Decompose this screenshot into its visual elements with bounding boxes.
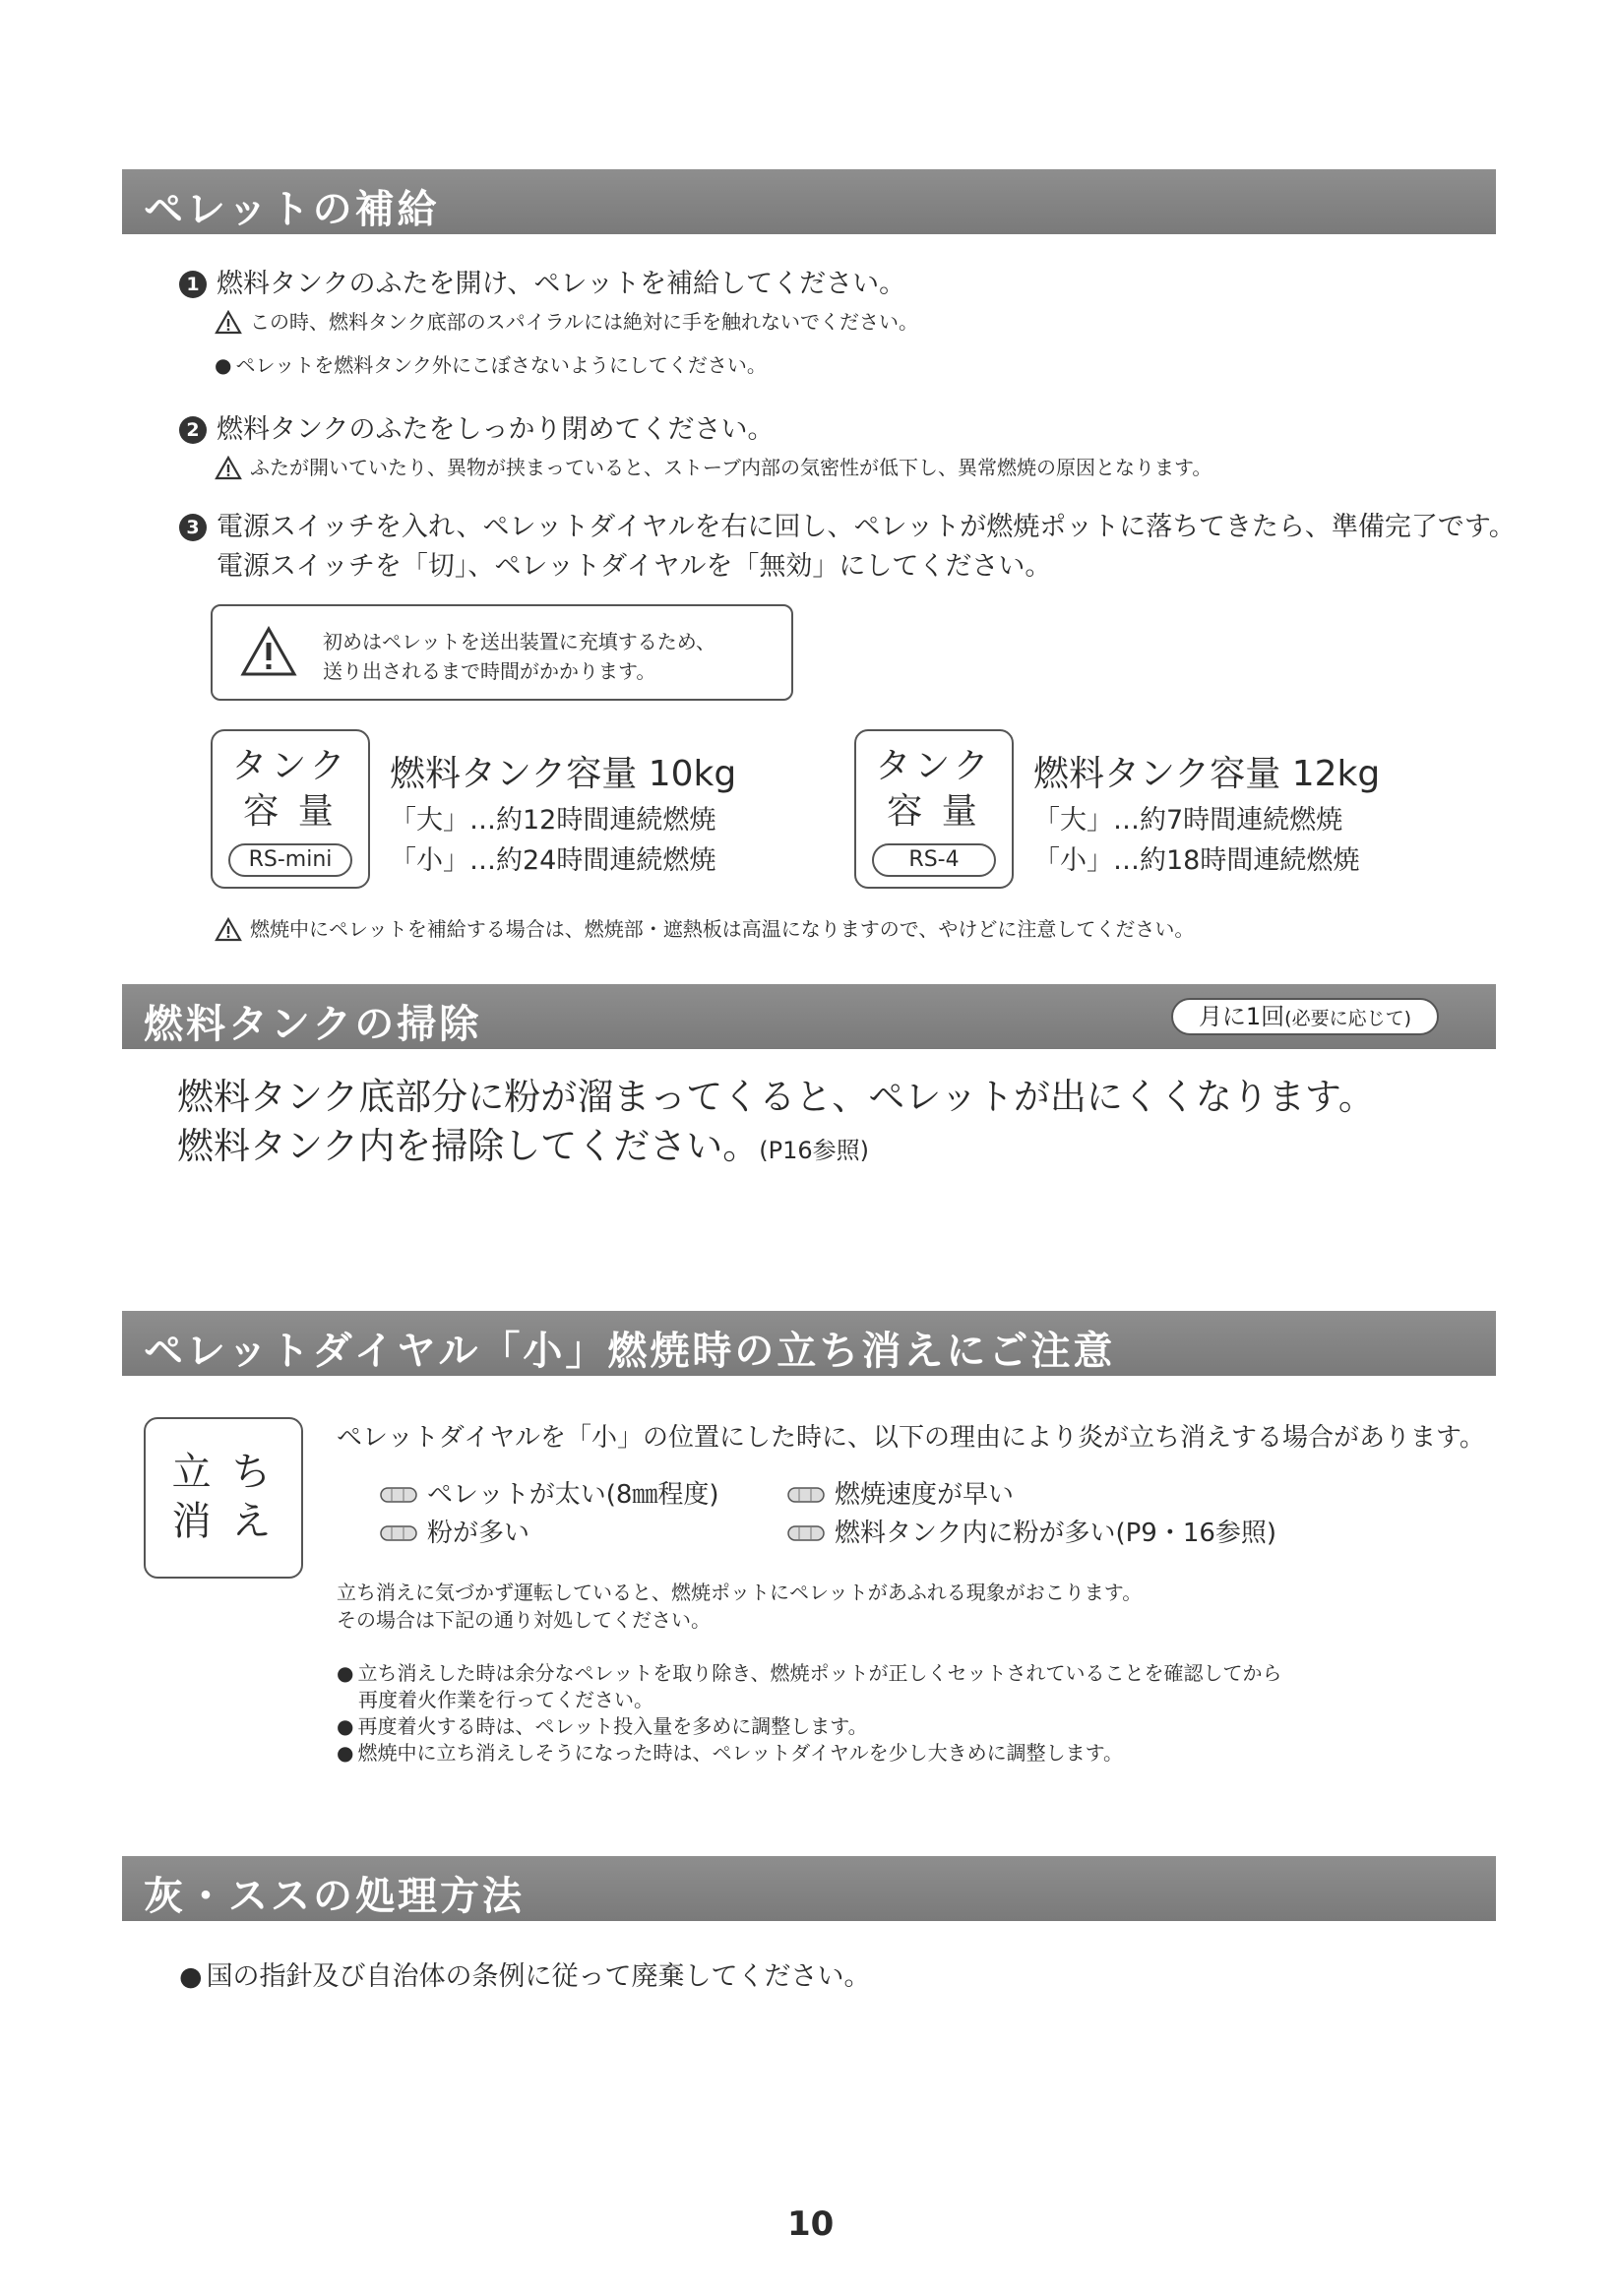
flameout-bullet-1-cont: 再度着火作業を行ってください。 — [358, 1688, 653, 1711]
model-badge: RS-4 — [872, 843, 996, 877]
tank-label-box — [211, 729, 370, 889]
tank-label-line-2: 容 量 — [887, 791, 981, 832]
step-number: 2 — [179, 416, 207, 444]
warning-icon — [215, 310, 242, 335]
bullet-icon: ● — [179, 1961, 203, 1992]
flameout-bullet-3 — [337, 1739, 1123, 1767]
step-2 — [179, 407, 774, 446]
warning-icon — [215, 456, 242, 480]
ash-bullet — [179, 1955, 871, 1993]
tank-label-line-1: タンク — [231, 746, 349, 786]
flameout-label-line-2: 消 え — [171, 1499, 276, 1544]
pellet-icon — [380, 1487, 417, 1503]
tank-capacity: 燃料タンク容量 10kg — [390, 754, 737, 794]
section-header-cleaning — [122, 984, 1496, 1049]
cleaning-line-2 — [177, 1116, 869, 1169]
flameout-para-2: その場合は下記の通り対処してください。 — [337, 1608, 711, 1632]
flameout-label-line-1: 立 ち — [171, 1450, 276, 1495]
burn-time-small: 「小」…約18時間連続燃焼 — [1033, 845, 1360, 876]
frequency-badge — [1171, 998, 1439, 1035]
caution-box — [211, 604, 793, 701]
reason-text: 粉が多い — [427, 1519, 530, 1548]
step-3-line2: 電源スイッチを「切」、ペレットダイヤルを「無効」にしてください。 — [217, 551, 1052, 582]
bullet-text: 国の指針及び自治体の条例に従って廃棄してください。 — [206, 1961, 871, 1992]
step-text: 燃料タンクのふたをしっかり閉めてください。 — [217, 414, 775, 445]
burn-warning — [215, 913, 1194, 942]
burn-time-large: 「大」…約7時間連続燃焼 — [1033, 805, 1343, 836]
burn-time-large: 「大」…約12時間連続燃焼 — [390, 805, 716, 836]
bullet-note — [215, 349, 767, 378]
flameout-intro: ペレットダイヤルを「小」の位置にした時に、以下の理由により炎が立ち消えする場合があります。 — [337, 1423, 1485, 1453]
step-number: 3 — [179, 514, 207, 541]
bullet-text: 立ち消えした時は余分なペレットを取り除き、燃焼ポットが正しくセットされていることを確認してから — [357, 1661, 1282, 1685]
section-header-refill — [122, 169, 1496, 234]
warning-text: この時、燃料タンク底部のスパイラルには絶対に手を触れないでください。 — [250, 310, 918, 334]
page-reference: (P16参照) — [759, 1137, 870, 1164]
model-badge: RS-mini — [228, 843, 352, 877]
tank-capacity: 燃料タンク容量 12kg — [1033, 754, 1381, 794]
warning-icon — [240, 626, 297, 677]
reason-item — [380, 1474, 719, 1511]
warning-note — [215, 306, 918, 335]
bullet-icon: ● — [337, 1741, 354, 1765]
cleaning-line-1: 燃料タンク底部分に粉が溜まってくると、ペレットが出にくくなります。 — [177, 1076, 1375, 1118]
reason-text: 燃焼速度が早い — [835, 1480, 1015, 1510]
reason-text: ペレットが太い(8㎜程度) — [427, 1480, 719, 1510]
bullet-text: ペレットを燃料タンク外にこぼさないようにしてください。 — [235, 353, 767, 377]
reason-item — [787, 1474, 1014, 1511]
step-text: 電源スイッチを入れ、ペレットダイヤルを右に回し、ペレットが燃焼ポットに落ちてきたら、準備完了です。 — [217, 512, 1516, 542]
bullet-icon: ● — [337, 1661, 354, 1685]
step-3 — [179, 505, 1516, 543]
pellet-icon — [787, 1525, 825, 1541]
section-header-ash — [122, 1856, 1496, 1921]
bullet-text: 燃焼中に立ち消えしそうになった時は、ペレットダイヤルを少し大きめに調整します。 — [357, 1741, 1124, 1765]
flameout-bullet-2 — [337, 1712, 868, 1740]
page-number: 10 — [787, 2204, 835, 2244]
frequency-text: 月に1回 — [1198, 1003, 1285, 1030]
warning-icon — [215, 917, 242, 942]
flameout-para-1: 立ち消えに気づかず運転していると、燃焼ポットにペレットがあふれる現象がおこります。 — [337, 1581, 1143, 1604]
caution-line-2: 送り出されるまで時間がかかります。 — [323, 659, 656, 683]
reason-item — [787, 1513, 1276, 1549]
section-title: ペレットの補給 — [144, 187, 440, 232]
pellet-icon — [380, 1525, 417, 1541]
bullet-icon: ● — [215, 353, 232, 377]
reason-text: 燃料タンク内に粉が多い(P9・16参照) — [835, 1519, 1277, 1548]
step-text: 燃料タンクのふたを開け、ペレットを補給してください。 — [217, 269, 906, 299]
section-title: ペレットダイヤル「小」燃焼時の立ち消えにご注意 — [144, 1329, 1116, 1374]
flameout-bullet-1 — [337, 1659, 1281, 1687]
burn-time-small: 「小」…約24時間連続燃焼 — [390, 845, 716, 876]
cleaning-line-2-text: 燃料タンク内を掃除してください。 — [177, 1125, 760, 1167]
tank-label-line-1: タンク — [875, 746, 993, 786]
caution-line-1: 初めはペレットを送出装置に充填するため、 — [323, 630, 715, 653]
pellet-icon — [787, 1487, 825, 1503]
reason-item — [380, 1513, 529, 1549]
tank-label-box — [854, 729, 1014, 889]
warning-note — [215, 452, 1212, 480]
tank-label-line-2: 容 量 — [243, 791, 338, 832]
warning-text: ふたが開いていたり、異物が挟まっていると、ストーブ内部の気密性が低下し、異常燃焼の原因となります。 — [250, 456, 1212, 479]
bullet-icon: ● — [337, 1714, 354, 1738]
section-header-flameout — [122, 1311, 1496, 1376]
bullet-text: 再度着火する時は、ペレット投入量を多めに調整します。 — [357, 1714, 868, 1738]
step-number: 1 — [179, 271, 207, 298]
frequency-note: (必要に応じて) — [1284, 1008, 1411, 1029]
section-title: 燃料タンクの掃除 — [144, 1002, 482, 1047]
step-1 — [179, 262, 905, 300]
section-title: 灰・ススの処理方法 — [144, 1874, 525, 1919]
flameout-label-box — [144, 1417, 303, 1579]
warning-text: 燃焼中にペレットを補給する場合は、燃焼部・遮熱板は高温になりますので、やけどに注意してください。 — [250, 917, 1195, 941]
